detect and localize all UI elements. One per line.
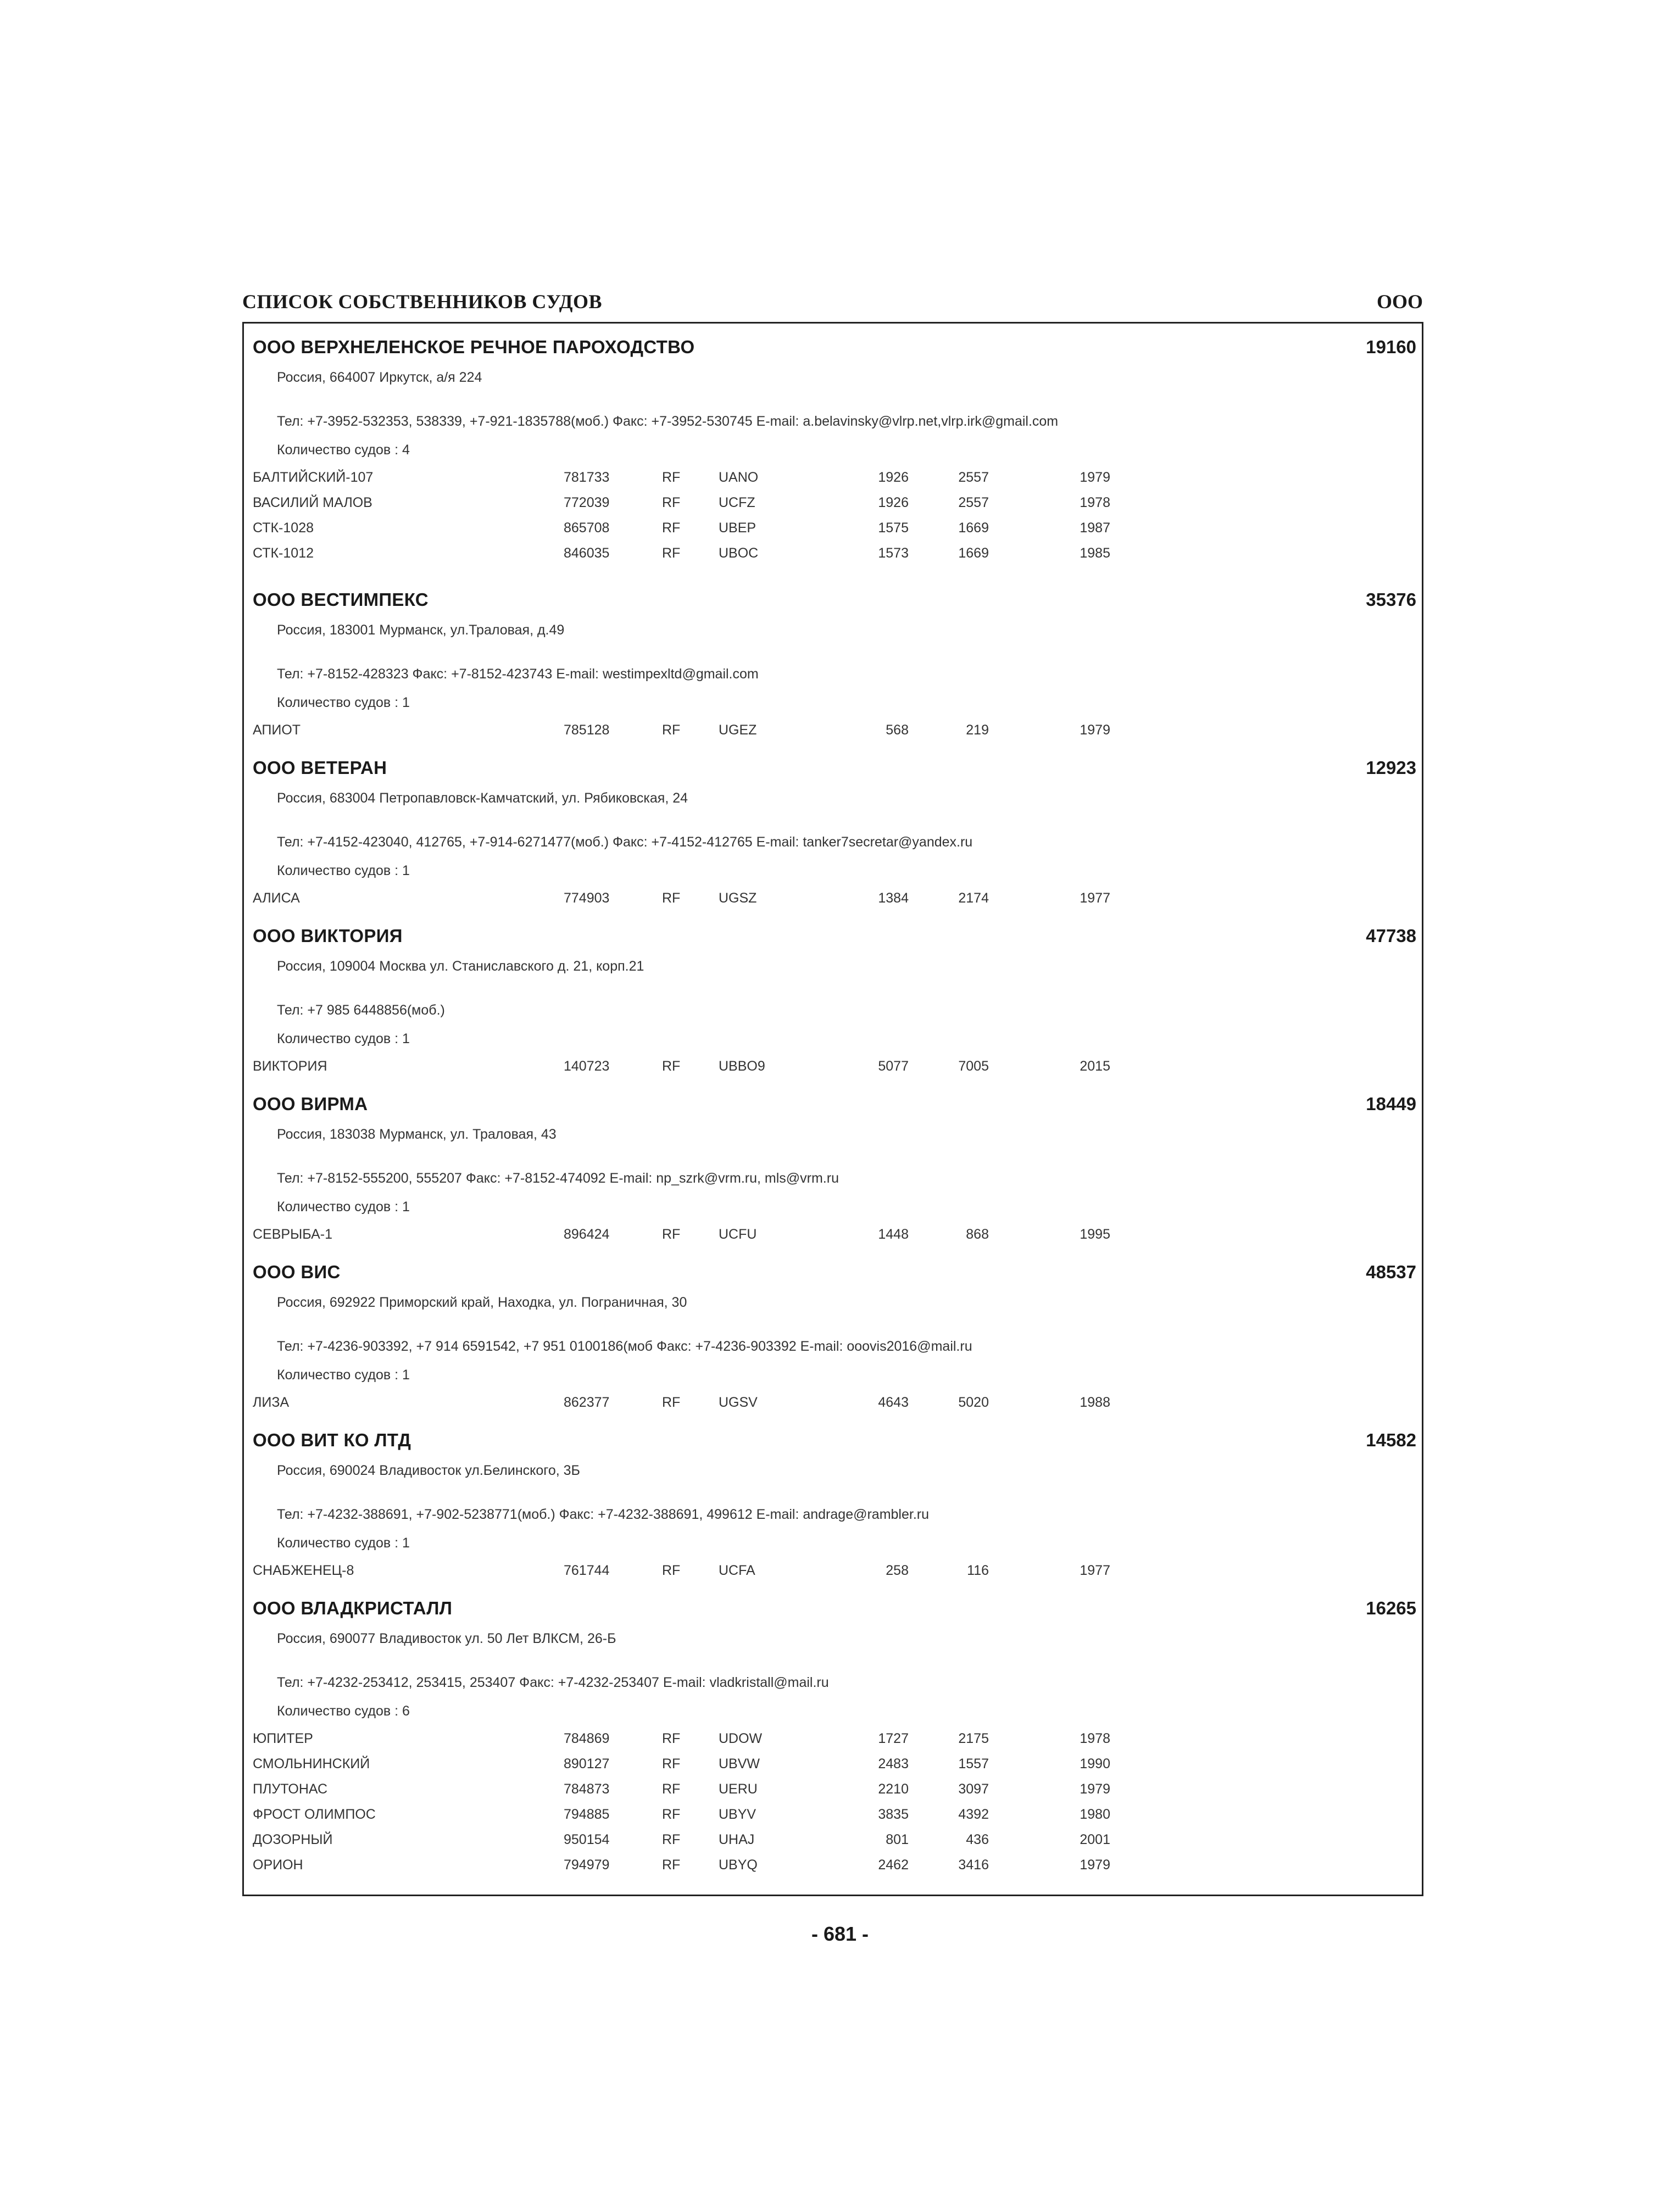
ship-row: [253, 545, 1406, 571]
owner-address: Россия, 183001 Мурманск, ул.Траловая, д.49: [277, 622, 565, 638]
ship-year: 1987: [1080, 520, 1110, 536]
ship-name: СТК-1028: [253, 520, 314, 536]
ship-row: [253, 1781, 1406, 1807]
ship-number: 781733: [564, 470, 610, 485]
ship-name: ВАСИЛИЙ МАЛОВ: [253, 495, 372, 510]
ship-callsign: UCFU: [719, 1227, 757, 1242]
ship-name: СЕВРЫБА-1: [253, 1227, 332, 1242]
ship-number: 862377: [564, 1395, 610, 1410]
ship-flag: RF: [662, 1059, 681, 1074]
ship-dwt: 436: [966, 1832, 989, 1847]
ship-flag: RF: [662, 1756, 681, 1772]
ship-flag: RF: [662, 1395, 681, 1410]
owner-contact: Тел: +7 985 6448856(моб.): [277, 1002, 445, 1018]
owner-name: ООО ВИС: [253, 1262, 341, 1282]
ship-dwt: 1669: [958, 520, 989, 536]
ship-flag: RF: [662, 1227, 681, 1242]
ship-year: 1985: [1080, 545, 1110, 561]
ship-callsign: UGSZ: [719, 890, 757, 906]
owner-address: Россия, 664007 Иркутск, а/я 224: [277, 370, 482, 385]
ship-row: [253, 1832, 1406, 1857]
ship-count: Количество судов : 1: [277, 1031, 410, 1046]
ship-dwt: 4392: [958, 1807, 989, 1822]
ship-callsign: UCFA: [719, 1563, 755, 1578]
ship-callsign: UGEZ: [719, 722, 757, 738]
ship-count: Количество судов : 1: [277, 1367, 410, 1383]
ship-year: 1990: [1080, 1756, 1110, 1772]
ship-name: АЛИСА: [253, 890, 300, 906]
owner-address: Россия, 690077 Владивосток ул. 50 Лет ВЛКСМ, 26-Б: [277, 1631, 616, 1646]
ship-year: 1978: [1080, 1731, 1110, 1746]
ship-gt: 1727: [878, 1731, 909, 1746]
owner-contact: Тел: +7-4152-423040, 412765, +7-914-6271477(моб.) Факс: +7-4152-412765 E-mail: tanker7secretar@yandex.ru: [277, 834, 973, 850]
ship-number: 890127: [564, 1756, 610, 1772]
ship-flag: RF: [662, 722, 681, 738]
ship-number: 896424: [564, 1227, 610, 1242]
owner-entry: [244, 324, 1422, 576]
ship-flag: RF: [662, 1563, 681, 1578]
ship-callsign: UANO: [719, 470, 759, 485]
owner-entry: [244, 912, 1422, 1080]
owner-name: ООО ВЛАДКРИСТАЛЛ: [253, 1598, 453, 1618]
owner-contact: Тел: +7-8152-428323 Факс: +7-8152-423743 E-mail: westimpexltd@gmail.com: [277, 666, 759, 682]
ship-count: Количество судов : 1: [277, 863, 410, 878]
owner-contact: Тел: +7-3952-532353, 538339, +7-921-1835788(моб.) Факс: +7-3952-530745 E-mail: a.belavinsky@vlrp.net,vlrp.irk@gmail.com: [277, 414, 1059, 429]
ship-year: 1979: [1080, 1781, 1110, 1797]
ship-gt: 1926: [878, 470, 909, 485]
owner-contact: Тел: +7-4236-903392, +7 914 6591542, +7 951 0100186(моб Факс: +7-4236-903392 E-mail: ooovis2016@mail.ru: [277, 1339, 972, 1354]
page-number: - 681 -: [811, 1923, 869, 1945]
ship-dwt: 2557: [958, 470, 989, 485]
owner-id: 16265: [1366, 1598, 1416, 1618]
ship-name: СТК-1012: [253, 545, 314, 561]
ship-flag: RF: [662, 1857, 681, 1873]
ship-callsign: UBYV: [719, 1807, 756, 1822]
owner-entry: [244, 744, 1422, 912]
owner-id: 18449: [1366, 1094, 1416, 1114]
ship-gt: 3835: [878, 1807, 909, 1822]
ship-callsign: UGSV: [719, 1395, 758, 1410]
ship-dwt: 116: [967, 1563, 989, 1578]
ship-gt: 568: [886, 722, 909, 738]
owner-id: 12923: [1366, 757, 1416, 778]
owner-name: ООО ВИТ КО ЛТД: [253, 1430, 411, 1450]
ship-gt: 1448: [878, 1227, 909, 1242]
ship-flag: RF: [662, 1807, 681, 1822]
owner-name: ООО ВЕТЕРАН: [253, 757, 387, 778]
ship-name: ПЛУТОНАС: [253, 1781, 328, 1797]
ship-gt: 1575: [878, 520, 909, 536]
owner-id: 47738: [1366, 926, 1416, 946]
ship-flag: RF: [662, 1781, 681, 1797]
owner-id: 14582: [1366, 1430, 1416, 1450]
ship-callsign: UHAJ: [719, 1832, 755, 1847]
ship-name: ФРОСТ ОЛИМПОС: [253, 1807, 376, 1822]
ship-callsign: UBYQ: [719, 1857, 758, 1873]
ship-flag: RF: [662, 495, 681, 510]
ship-gt: 2462: [878, 1857, 909, 1873]
ship-gt: 801: [886, 1832, 909, 1847]
ship-row: [253, 495, 1406, 520]
ship-number: 794979: [564, 1857, 610, 1873]
ship-callsign: UDOW: [719, 1731, 763, 1746]
owner-contact: Тел: +7-8152-555200, 555207 Факс: +7-8152-474092 E-mail: np_szrk@vrm.ru, mls@vrm.ru: [277, 1171, 839, 1186]
ship-number: 846035: [564, 545, 610, 561]
owner-entry: [244, 576, 1422, 744]
ship-number: 784869: [564, 1731, 610, 1746]
ship-number: 761744: [564, 1563, 610, 1578]
ship-dwt: 2174: [958, 890, 989, 906]
ship-flag: RF: [662, 1832, 681, 1847]
ship-year: 1978: [1080, 495, 1110, 510]
owner-address: Россия, 183038 Мурманск, ул. Траловая, 43: [277, 1127, 557, 1142]
ship-dwt: 3097: [958, 1781, 989, 1797]
owner-entry: [244, 1417, 1422, 1585]
ship-number: 140723: [564, 1059, 610, 1074]
ship-count: Количество судов : 6: [277, 1703, 410, 1719]
ship-row: [253, 1756, 1406, 1781]
ship-flag: RF: [662, 520, 681, 536]
ship-count: Количество судов : 1: [277, 1535, 410, 1551]
ship-row: [253, 520, 1406, 545]
ship-dwt: 1557: [958, 1756, 989, 1772]
ship-name: ЛИЗА: [253, 1395, 290, 1410]
ship-number: 772039: [564, 495, 610, 510]
ship-dwt: 5020: [958, 1395, 989, 1410]
ship-flag: RF: [662, 1731, 681, 1746]
ship-name: ЮПИТЕР: [253, 1731, 313, 1746]
ship-count: Количество судов : 1: [277, 1199, 410, 1215]
ship-year: 1979: [1080, 1857, 1110, 1873]
ship-number: 865708: [564, 520, 610, 536]
ship-row: [253, 1731, 1406, 1756]
owners-frame: [242, 322, 1423, 1896]
ship-count: Количество судов : 1: [277, 695, 410, 710]
ship-dwt: 7005: [958, 1059, 989, 1074]
ship-callsign: UBEP: [719, 520, 756, 536]
ship-number: 794885: [564, 1807, 610, 1822]
ship-number: 774903: [564, 890, 610, 906]
ship-callsign: UCFZ: [719, 495, 755, 510]
ship-gt: 258: [886, 1563, 909, 1578]
ship-name: ВИКТОРИЯ: [253, 1059, 327, 1074]
ship-gt: 1926: [878, 495, 909, 510]
owner-id: 48537: [1366, 1262, 1416, 1282]
ship-dwt: 2557: [958, 495, 989, 510]
ship-count: Количество судов : 4: [277, 442, 410, 458]
owner-address: Россия, 109004 Москва ул. Станиславского д. 21, корп.21: [277, 959, 644, 974]
owner-address: Россия, 692922 Приморский край, Находка, ул. Пограничная, 30: [277, 1295, 687, 1310]
ship-year: 1979: [1080, 722, 1110, 738]
ship-year: 1977: [1080, 890, 1110, 906]
page-title: СПИСОК СОБСТВЕННИКОВ СУДОВ: [242, 291, 603, 313]
owner-address: Россия, 683004 Петропавловск-Камчатский, ул. Рябиковская, 24: [277, 790, 688, 806]
ship-dwt: 1669: [958, 545, 989, 561]
ship-name: БАЛТИЙСКИЙ-107: [253, 470, 374, 485]
ship-gt: 1573: [878, 545, 909, 561]
ship-row: [253, 470, 1406, 495]
ship-year: 2015: [1080, 1059, 1110, 1074]
ship-name: АПИОТ: [253, 722, 301, 738]
ship-row: [253, 1857, 1406, 1882]
ship-number: 784873: [564, 1781, 610, 1797]
ship-flag: RF: [662, 470, 681, 485]
ship-flag: RF: [662, 545, 681, 561]
ship-year: 1988: [1080, 1395, 1110, 1410]
owner-id: 35376: [1366, 589, 1416, 610]
ship-number: 785128: [564, 722, 610, 738]
ship-gt: 2483: [878, 1756, 909, 1772]
ship-callsign: UBBO9: [719, 1059, 765, 1074]
ship-dwt: 2175: [958, 1731, 989, 1746]
owner-contact: Тел: +7-4232-253412, 253415, 253407 Факс: +7-4232-253407 E-mail: vladkristall@mail.ru: [277, 1675, 829, 1690]
ship-dwt: 3416: [958, 1857, 989, 1873]
ship-gt: 1384: [878, 890, 909, 906]
section-label: ООО: [1376, 291, 1423, 313]
ship-dwt: 868: [966, 1227, 989, 1242]
owner-entry: [244, 1249, 1422, 1417]
ship-row: [253, 1807, 1406, 1832]
owner-name: ООО ВЕРХНЕЛЕНСКОЕ РЕЧНОЕ ПАРОХОДСТВО: [253, 337, 695, 357]
owner-name: ООО ВИРМА: [253, 1094, 368, 1114]
ship-callsign: UBOC: [719, 545, 759, 561]
ship-name: ДОЗОРНЫЙ: [253, 1832, 333, 1847]
ship-gt: 4643: [878, 1395, 909, 1410]
owner-entry: [244, 1080, 1422, 1249]
ship-callsign: UBVW: [719, 1756, 760, 1772]
ship-name: ОРИОН: [253, 1857, 303, 1873]
ship-name: СНАБЖЕНЕЦ-8: [253, 1563, 354, 1578]
owner-name: ООО ВИКТОРИЯ: [253, 926, 403, 946]
owner-contact: Тел: +7-4232-388691, +7-902-5238771(моб.) Факс: +7-4232-388691, 499612 E-mail: andrage@rambler.ru: [277, 1507, 930, 1522]
ship-year: 1995: [1080, 1227, 1110, 1242]
ship-number: 950154: [564, 1832, 610, 1847]
owner-address: Россия, 690024 Владивосток ул.Белинского, 3Б: [277, 1463, 580, 1478]
owner-name: ООО ВЕСТИМПЕКС: [253, 589, 429, 610]
owner-id: 19160: [1366, 337, 1416, 357]
ship-year: 2001: [1080, 1832, 1110, 1847]
ship-year: 1977: [1080, 1563, 1110, 1578]
ship-flag: RF: [662, 890, 681, 906]
owner-entry: [244, 1585, 1422, 1892]
ship-callsign: UERU: [719, 1781, 758, 1797]
ship-year: 1979: [1080, 470, 1110, 485]
ship-dwt: 219: [966, 722, 989, 738]
ship-gt: 2210: [878, 1781, 909, 1797]
ship-gt: 5077: [878, 1059, 909, 1074]
ship-year: 1980: [1080, 1807, 1110, 1822]
ship-name: СМОЛЬНИНСКИЙ: [253, 1756, 370, 1772]
